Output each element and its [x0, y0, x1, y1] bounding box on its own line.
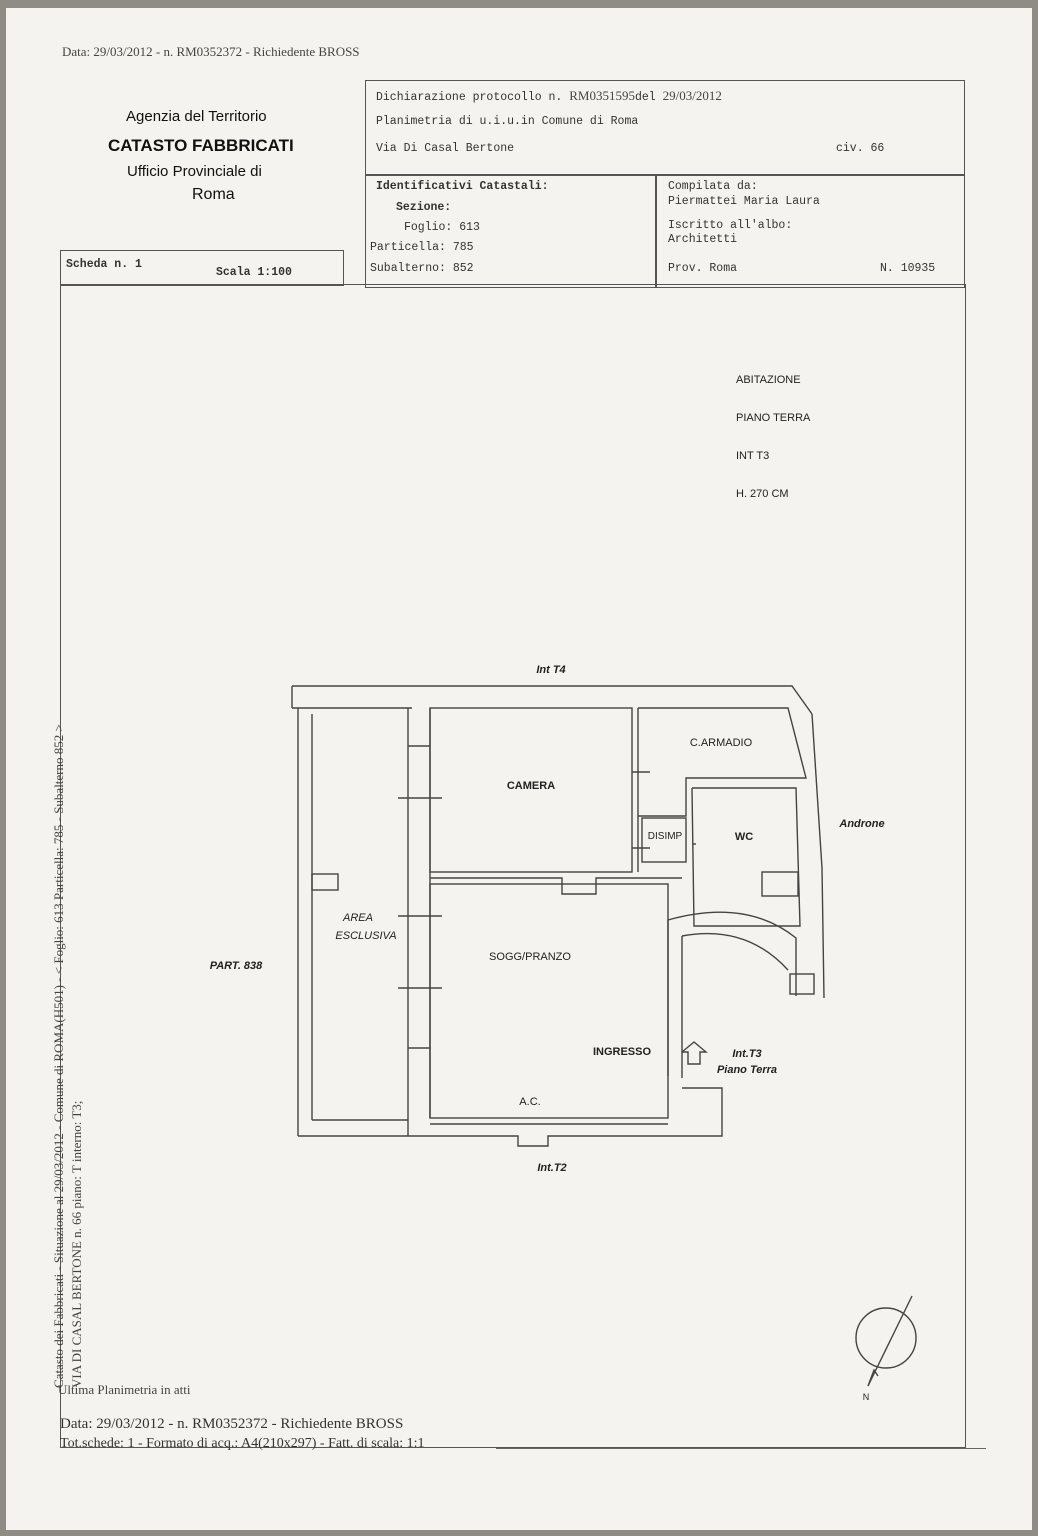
info-altezza: H. 270 CM	[736, 488, 789, 500]
declaration-date: 29/03/2012	[662, 88, 722, 103]
label-int-t3: Int.T3	[732, 1048, 762, 1060]
label-androne: Androne	[839, 818, 885, 830]
iscritto-albo: Iscritto all'albo:	[668, 219, 793, 232]
label-wc: WC	[734, 831, 754, 843]
subalterno: Subalterno: 852	[370, 262, 474, 275]
albo-number: N. 10935	[880, 262, 936, 275]
header-request-line: Data: 29/03/2012 - n. RM0352372 - Richiedente BROSS	[62, 44, 360, 59]
label-area: AREA	[343, 912, 373, 924]
cadastral-document	[6, 8, 1032, 1530]
footer-rule	[496, 1448, 986, 1449]
label-soggiorno: SOGG/PRANZO	[489, 951, 571, 963]
sezione: Sezione:	[396, 201, 452, 214]
civic-number: civ. 66	[836, 142, 885, 155]
info-interno: INT T3	[736, 450, 770, 462]
planimetria-line: Planimetria di u.i.u.in Comune di Roma	[376, 115, 639, 128]
ufficio-city: Roma	[192, 186, 235, 203]
agency-name: Agenzia del Territorio	[126, 108, 267, 125]
label-ingresso: INGRESSO	[592, 1046, 652, 1058]
del-label: del	[634, 91, 656, 104]
label-int-t2: Int.T2	[537, 1162, 567, 1174]
north-arrow-icon: N	[862, 1392, 870, 1402]
info-piano: PIANO TERRA	[736, 412, 811, 424]
address-line: Via Di Casal Bertone	[376, 142, 515, 155]
label-c-armadio: C.ARMADIO	[689, 737, 753, 749]
label-camera: CAMERA	[506, 780, 556, 792]
catasto-fabbricati: CATASTO FABBRICATI	[108, 136, 294, 155]
protocol-number: RM0351595	[569, 88, 635, 103]
label-piano-terra: Piano Terra	[716, 1064, 778, 1076]
ultima-planimetria: Ultima Planimetria in atti	[58, 1382, 191, 1397]
prov: Prov. Roma	[668, 262, 738, 275]
compilata-name: Piermattei Maria Laura	[668, 195, 820, 208]
albo-value: Architetti	[668, 233, 738, 246]
scala: Scala 1:100	[216, 266, 292, 279]
floor-plan	[6, 8, 1032, 1530]
footer-format-line: Tot.schede: 1 - Formato di acq.: A4(210x297) - Fatt. di scala: 1:1	[60, 1436, 425, 1451]
scheda-number: Scheda n. 1	[66, 258, 142, 271]
compilata-title: Compilata da:	[668, 180, 758, 193]
ufficio-provinciale: Ufficio Provinciale di	[127, 163, 262, 180]
footer-request-line: Data: 29/03/2012 - n. RM0352372 - Richiedente BROSS	[60, 1416, 404, 1432]
label-esclusiva: ESCLUSIVA	[335, 930, 397, 942]
label-ac: A.C.	[519, 1096, 541, 1108]
particella: Particella: 785	[370, 241, 474, 254]
vertical-situation-note	[50, 724, 86, 1388]
label-int-t4: Int T4	[536, 664, 566, 676]
vertical-note-line2: VIA DI CASAL BERTONE n. 66 piano: T interno: T3;	[69, 1100, 84, 1388]
label-part-838: PART. 838	[209, 960, 263, 972]
info-abitazione: ABITAZIONE	[736, 374, 801, 386]
identificativi-title: Identificativi Catastali:	[376, 180, 549, 193]
vertical-note-line1: Catasto dei Fabbricati - Situazione al 29/03/2012 - Comune di ROMA(H501) - < Foglio: 613 Particella: 785 - Subalterno 852 >	[51, 724, 66, 1388]
foglio: Foglio: 613	[404, 221, 480, 234]
label-disimp: DISIMP	[647, 831, 683, 842]
declaration-prefix: Dichiarazione protocollo n.	[376, 91, 563, 104]
